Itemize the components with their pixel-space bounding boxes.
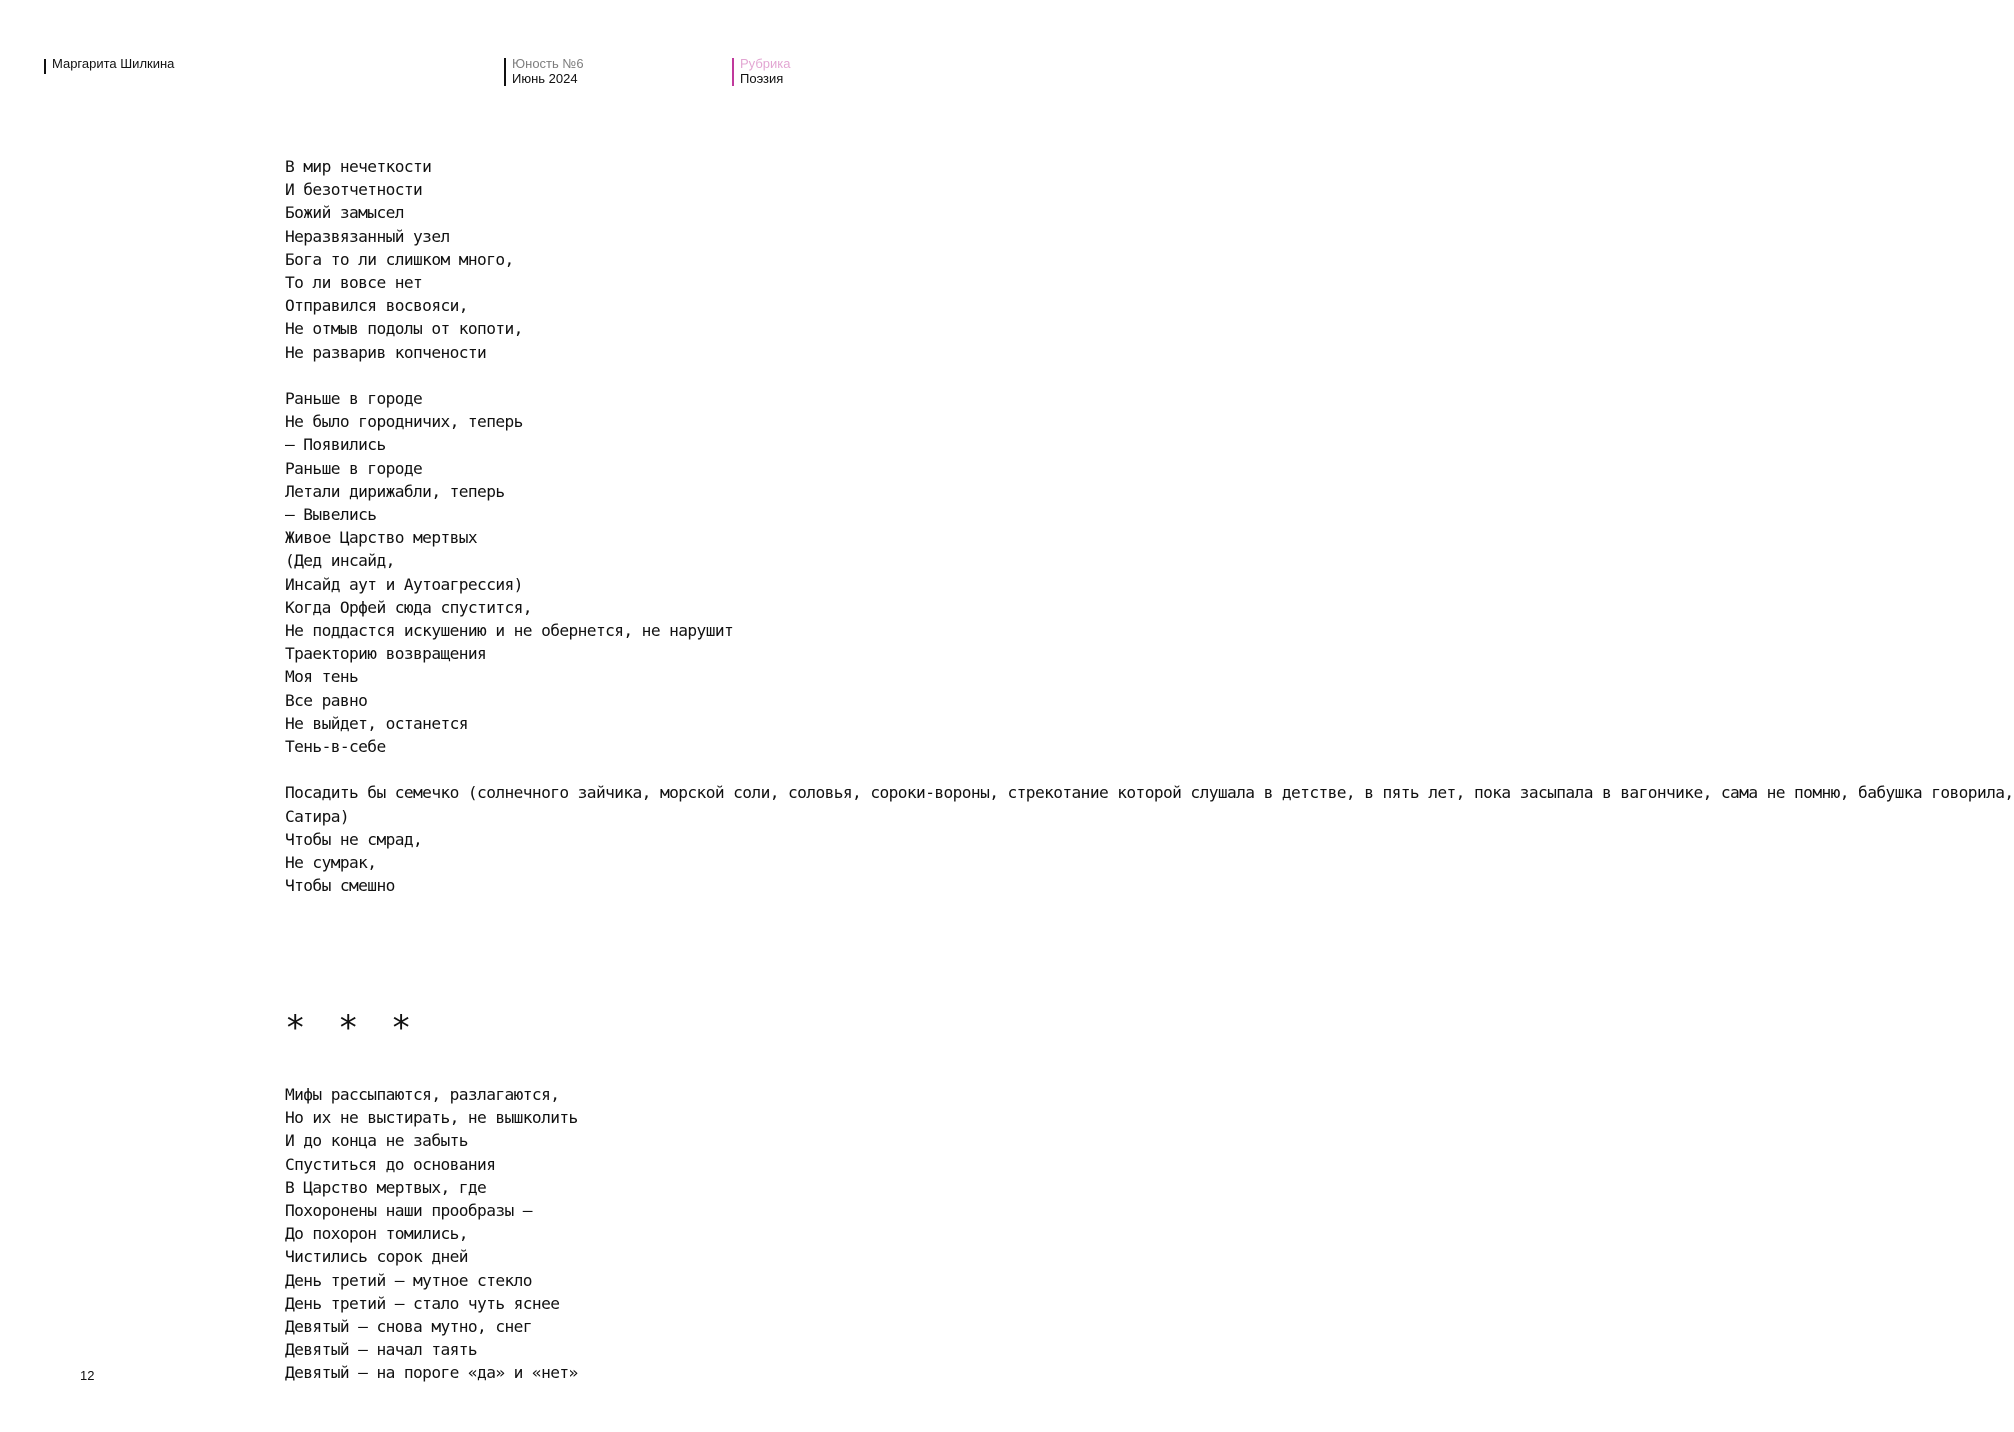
poem-line: Бога то ли слишком много, [285,249,514,269]
poem-line: День третий – мутное стекло [285,1270,532,1290]
poem-line: (Дед инсайд, [285,551,395,571]
poem-line: И до конца не забыть [285,1131,468,1151]
header-divider [44,59,46,74]
poem-line: Девятый – снова мутно, снег [285,1317,532,1337]
section-separator: * * * [285,1008,418,1048]
poem-line: Летали дирижабли, теперь [285,481,505,501]
poem-line: Чтобы смешно [285,876,395,896]
prose-paragraph: Посадить бы семечко (солнечного зайчика, морской соли, соловья, сороки-вороны, стрекотание которой слушала в детстве, в пять лет, пока засыпала в вагончике, сама не помню, бабушка говорила, [285,783,2014,803]
poem-line: Раньше в городе [285,458,423,478]
poem-line: Отправился восвояси, [285,296,468,316]
poem-line: Не разварив копчености [285,342,487,362]
poem-line: Раньше в городе [285,389,423,409]
stanza [285,781,2014,897]
stanza [285,155,955,364]
poem-line: Не было городничих, теперь [285,412,523,432]
poem-line: В Царство мертвых, где [285,1177,487,1197]
poem-line: Чистились сорок дней [285,1247,468,1267]
poem-line: – Вывелись [285,505,377,525]
poem-line: Траекторию возвращения [285,644,487,664]
poem-line: Живое Царство мертвых [285,528,478,548]
header-divider [732,58,734,86]
poem-line: Похоронены наши прообразы – [285,1201,532,1221]
poem-line: День третий – стало чуть яснее [285,1293,560,1313]
page-number: 12 [80,1368,95,1383]
rubric-label: Рубрика [740,56,791,71]
author-name: Маргарита Шилкина [52,56,175,71]
header-issue [512,56,584,86]
poem-line: Божий замысел [285,203,404,223]
issue-number: Юность №6 [512,56,584,71]
poem-line: Не поддастся искушению и не обернется, не нарушит [285,621,734,641]
header-divider [504,58,506,86]
rubric-name: Поэзия [740,71,784,86]
poem-line: Сатира) [285,806,350,826]
header-author [52,56,174,71]
poem-line: То ли вовсе нет [285,273,423,293]
poem-line: Когда Орфей сюда спустится, [285,597,532,617]
poem-line: Моя тень [285,667,359,687]
poem-line: Тень-в-себе [285,737,386,757]
poem-line: Не сумрак, [285,853,377,873]
poem-line: В мир нечеткости [285,157,432,176]
poem-line: До похорон томились, [285,1224,468,1244]
poem-line: Чтобы не смрад, [285,829,423,849]
issue-date: Июнь 2024 [512,71,578,86]
poem-line: Неразвязанный узел [285,226,450,246]
header-rubric [740,56,790,86]
poem-line: Все равно [285,690,368,710]
poem-line: Девятый – начал таять [285,1340,478,1360]
poem-line: Спуститься до основания [285,1154,496,1174]
poem-line: Не отмыв подолы от копоти, [285,319,523,339]
poem-line: Мифы рассыпаются, разлагаются, [285,1085,560,1104]
poem-2 [285,1083,955,1385]
poem-line: Но их не выстирать, не вышколить [285,1108,578,1128]
stanza [285,387,955,758]
poem-line: Девятый – на пороге «да» и «нет» [285,1363,578,1383]
poem-line: Не выйдет, останется [285,713,468,733]
poem-1 [285,155,2014,921]
poem-line: Инсайд аут и Аутоагрессия) [285,574,523,594]
poem-line: – Появились [285,435,386,455]
poem-line: И безотчетности [285,180,423,200]
